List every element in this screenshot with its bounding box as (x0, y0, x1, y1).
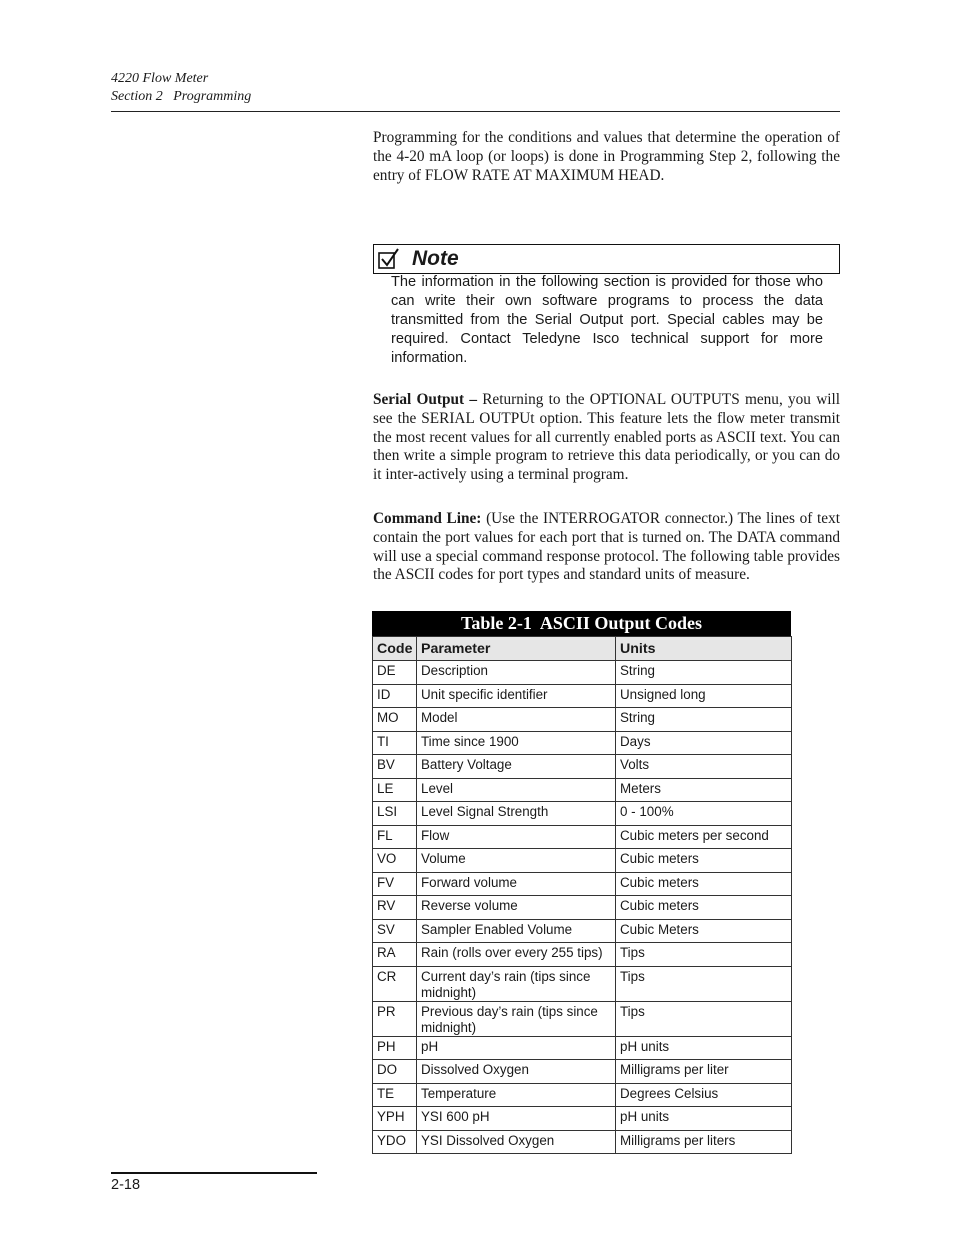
table-row (373, 849, 792, 873)
cell-units: String (616, 661, 792, 685)
cell-units: Degrees Celsius (616, 1083, 792, 1107)
table-row (373, 802, 792, 826)
cell-code: FV (373, 872, 417, 896)
cell-parameter: Temperature (417, 1083, 616, 1107)
table-row (373, 943, 792, 967)
cell-code: SV (373, 919, 417, 943)
cell-units: Cubic meters per second (616, 825, 792, 849)
intro-paragraph: Programming for the conditions and values that determine the operation of the 4-20 mA loop (or loops) is done in Programming Step 2, following the entry of FLOW RATE AT MAXIMUM HEAD. (373, 129, 840, 184)
cell-parameter: Model (417, 708, 616, 732)
checkbox-check-icon (378, 248, 400, 270)
note-text: The information in the following section is provided for those who can write their own software programs to process the data transmitted from the Serial Output port. Special cables may be required. Contact Teledyne Isco technical support for more information. (391, 274, 823, 366)
cell-units: 0 - 100% (616, 802, 792, 826)
header-parameter: Parameter (417, 637, 616, 661)
footer-rule (111, 1172, 317, 1174)
table-row (373, 684, 792, 708)
table-row (373, 1130, 792, 1154)
cell-code: YPH (373, 1107, 417, 1131)
cell-parameter: Battery Voltage (417, 755, 616, 779)
table-row (373, 731, 792, 755)
cell-parameter: Level (417, 778, 616, 802)
cell-parameter: Forward volume (417, 872, 616, 896)
table-row (373, 872, 792, 896)
page-number: 2-18 (111, 1177, 141, 1193)
cell-code: RV (373, 896, 417, 920)
cell-units: Cubic meters (616, 849, 792, 873)
cell-parameter: Sampler Enabled Volume (417, 919, 616, 943)
table-row (373, 1036, 792, 1060)
header-title: 4220 Flow Meter (111, 71, 209, 86)
cell-code: BV (373, 755, 417, 779)
header-units: Units (616, 637, 792, 661)
cell-code: YDO (373, 1130, 417, 1154)
cell-units: Cubic meters (616, 872, 792, 896)
command-line-text: (Use the INTERROGATOR connector.) The lines of text contain the port values for each port that is turned on. The DATA command will use a special command response protocol. The following table provides the ASCII codes for port types and standard units of measure. (373, 510, 840, 584)
cell-parameter: Rain (rolls over every 255 tips) (417, 943, 616, 967)
cell-units: Days (616, 731, 792, 755)
table-row (373, 1001, 792, 1036)
header-section: Section 2 Programming (111, 89, 252, 104)
table-title: Table 2-1 ASCII Output Codes (372, 611, 791, 636)
table-header-row (373, 637, 792, 661)
table-row (373, 708, 792, 732)
command-line-lead: Command Line: (373, 510, 482, 527)
command-line-paragraph (373, 510, 840, 585)
cell-code: LSI (373, 802, 417, 826)
table-row (373, 1107, 792, 1131)
ascii-output-codes-table (372, 611, 791, 1154)
cell-units: pH units (616, 1107, 792, 1131)
cell-parameter: Description (417, 661, 616, 685)
cell-parameter: Dissolved Oxygen (417, 1060, 616, 1084)
cell-parameter: Previous day’s rain (tips since midnight) (417, 1001, 616, 1036)
serial-output-text: Returning to the OPTIONAL OUTPUTS menu, you will see the SERIAL OUTPUt option. This feature lets the flow meter transmit the most recent values for all currently enabled ports as ASCII text. You can then write a simple program to retrieve this data periodically, or you can do it inter-actively using a terminal program. (373, 391, 840, 484)
cell-units: Volts (616, 755, 792, 779)
cell-code: CR (373, 966, 417, 1001)
table-row (373, 778, 792, 802)
serial-output-paragraph (373, 391, 840, 485)
cell-units: Tips (616, 943, 792, 967)
cell-code: LE (373, 778, 417, 802)
cell-units: Cubic Meters (616, 919, 792, 943)
cell-units: pH units (616, 1036, 792, 1060)
cell-units: Milligrams per liters (616, 1130, 792, 1154)
cell-units: Tips (616, 1001, 792, 1036)
table-row (373, 755, 792, 779)
table-row (373, 919, 792, 943)
cell-units: Unsigned long (616, 684, 792, 708)
table-row (373, 661, 792, 685)
header-code: Code (373, 637, 417, 661)
cell-parameter: Level Signal Strength (417, 802, 616, 826)
cell-code: DE (373, 661, 417, 685)
cell-units: Meters (616, 778, 792, 802)
table-row (373, 825, 792, 849)
codes-table (372, 636, 792, 1154)
cell-code: RA (373, 943, 417, 967)
cell-code: PH (373, 1036, 417, 1060)
table-row (373, 966, 792, 1001)
cell-parameter: YSI Dissolved Oxygen (417, 1130, 616, 1154)
header-rule (111, 111, 840, 112)
cell-parameter: Unit specific identifier (417, 684, 616, 708)
cell-parameter: YSI 600 pH (417, 1107, 616, 1131)
cell-code: DO (373, 1060, 417, 1084)
table-body (373, 661, 792, 1154)
serial-output-lead: Serial Output – (373, 391, 477, 408)
cell-code: PR (373, 1001, 417, 1036)
table-row (373, 1060, 792, 1084)
cell-code: MO (373, 708, 417, 732)
cell-units: Milligrams per liter (616, 1060, 792, 1084)
table-row (373, 896, 792, 920)
cell-code: TE (373, 1083, 417, 1107)
cell-parameter: pH (417, 1036, 616, 1060)
table-row (373, 1083, 792, 1107)
cell-code: TI (373, 731, 417, 755)
cell-units: Tips (616, 966, 792, 1001)
cell-parameter: Current day’s rain (tips since midnight) (417, 966, 616, 1001)
cell-parameter: Reverse volume (417, 896, 616, 920)
cell-parameter: Flow (417, 825, 616, 849)
cell-units: String (616, 708, 792, 732)
cell-code: VO (373, 849, 417, 873)
note-title: Note (412, 247, 459, 270)
cell-parameter: Volume (417, 849, 616, 873)
cell-code: FL (373, 825, 417, 849)
cell-parameter: Time since 1900 (417, 731, 616, 755)
cell-code: ID (373, 684, 417, 708)
running-header (111, 70, 251, 106)
note-box (373, 244, 840, 274)
cell-units: Cubic meters (616, 896, 792, 920)
